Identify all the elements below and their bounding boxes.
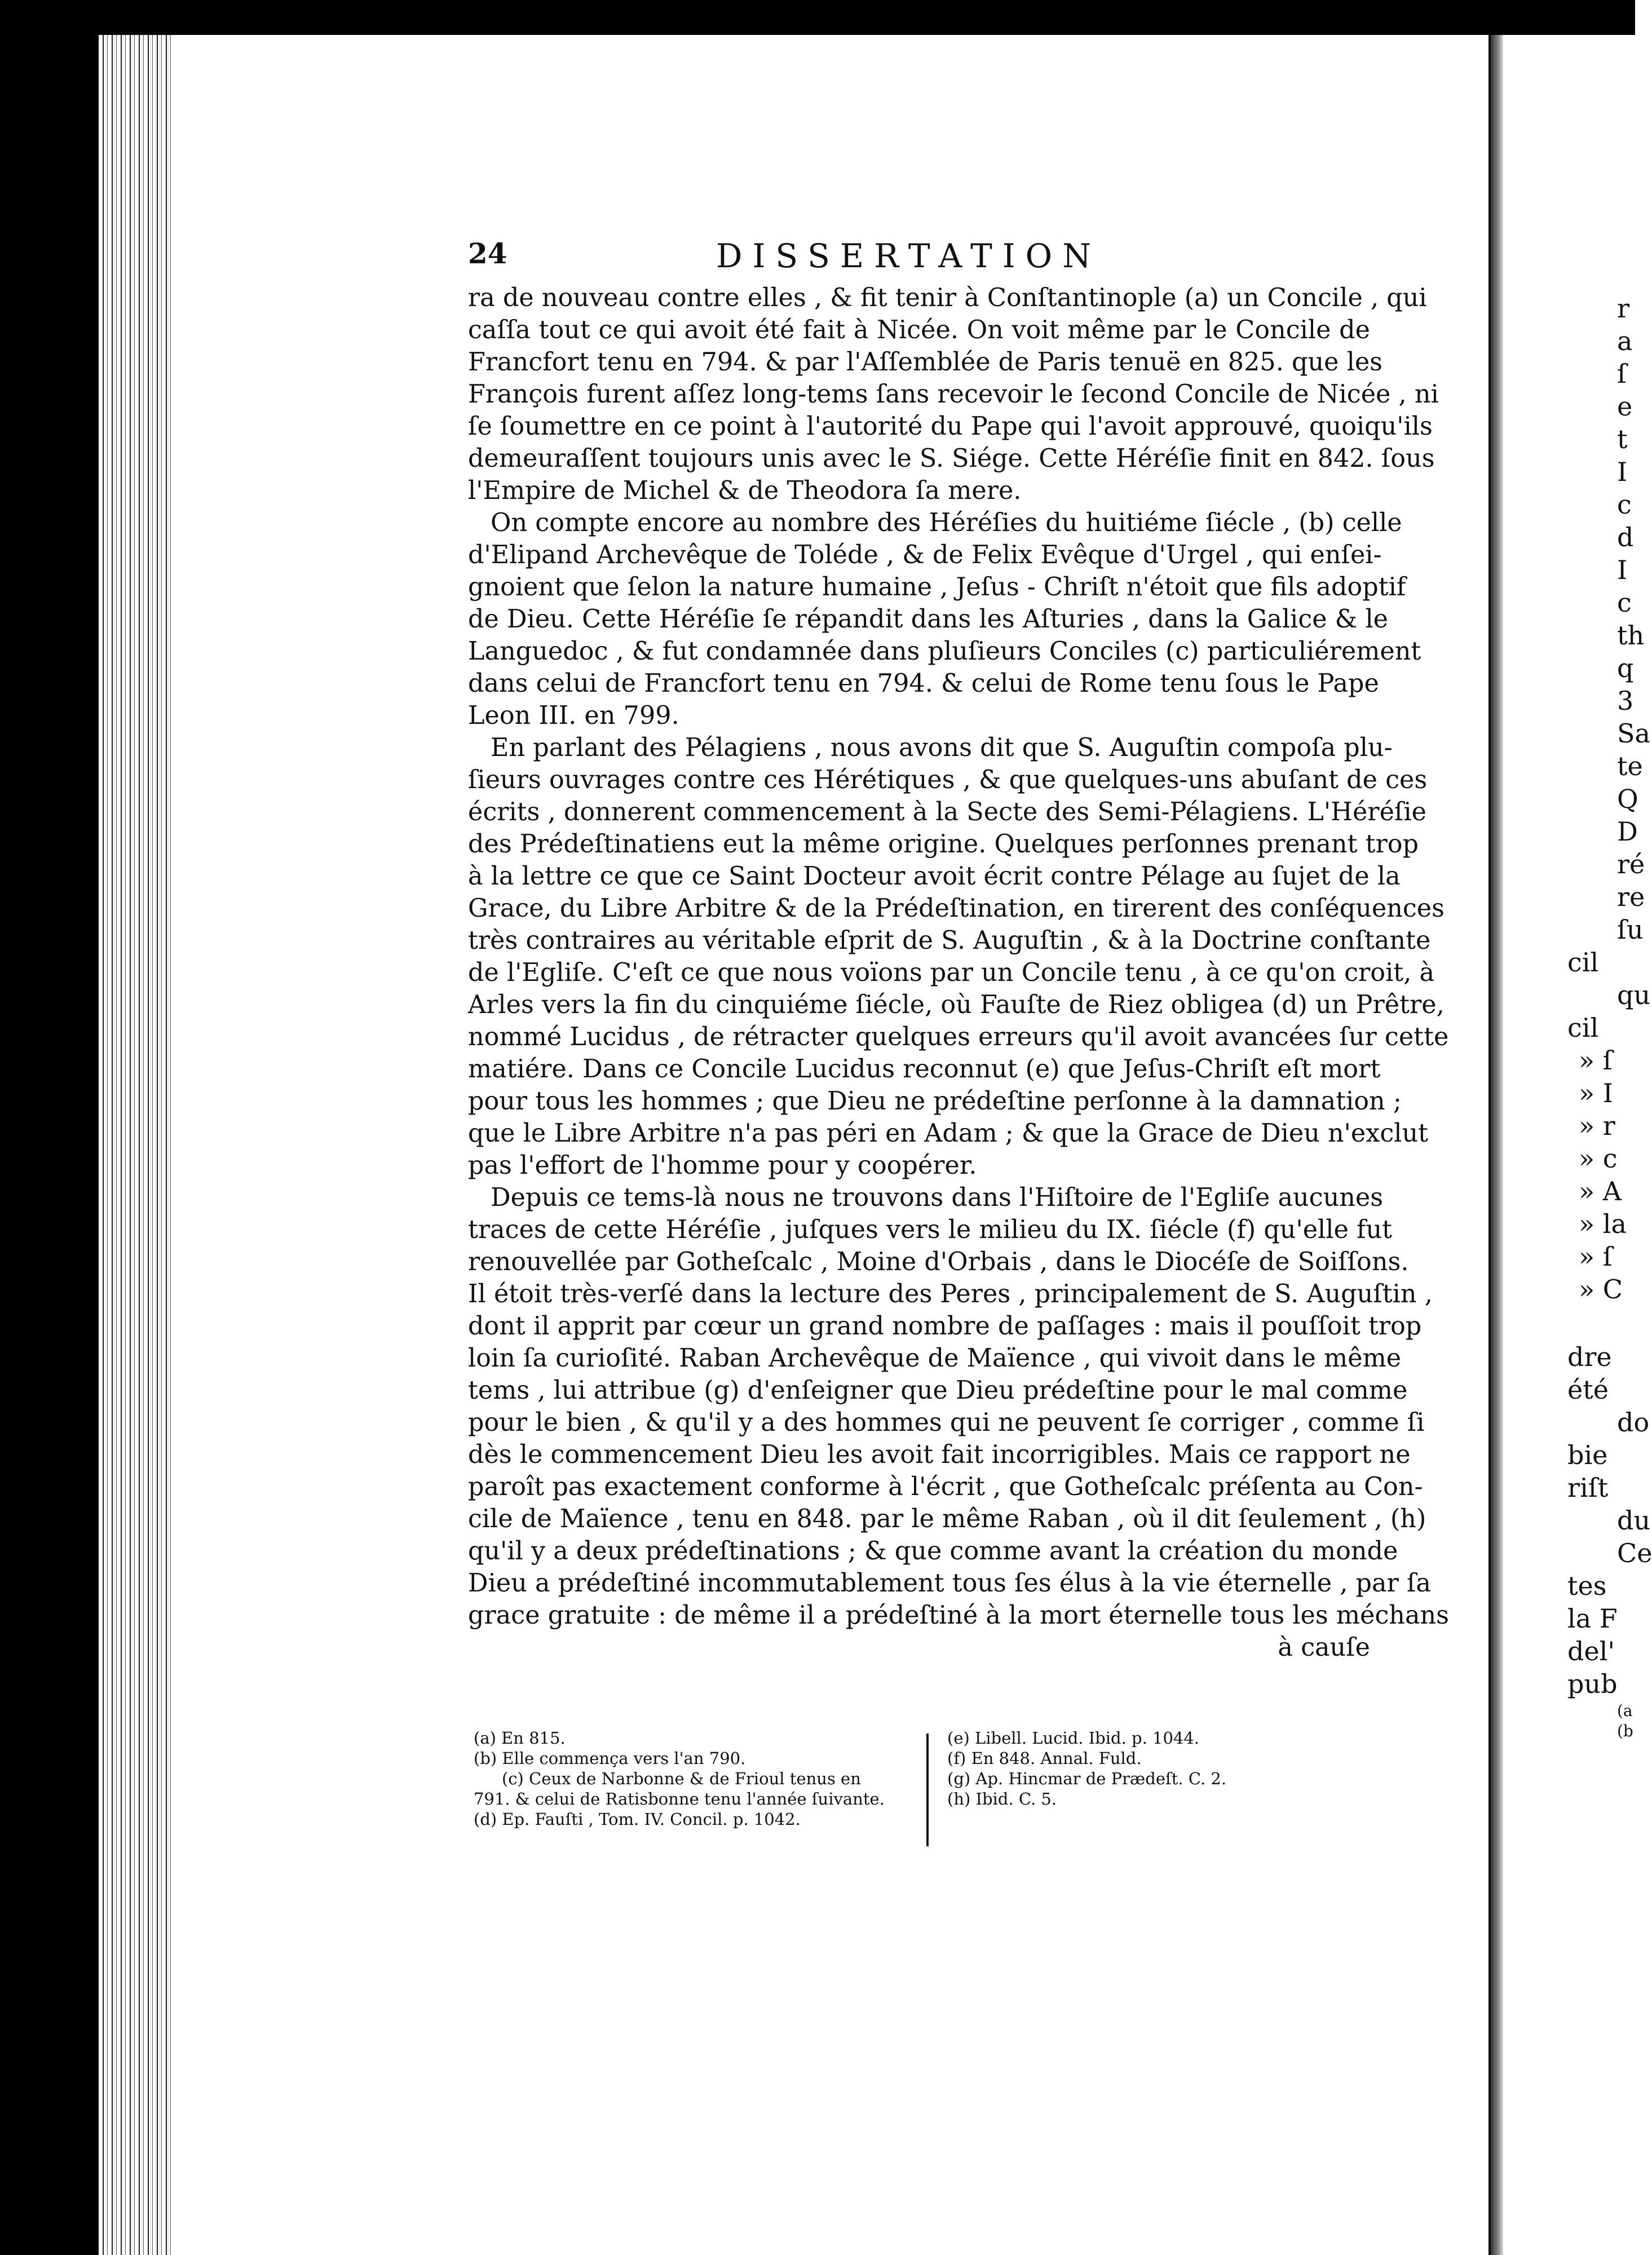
footnote-line: 791. & celui de Ratisbonne tenu l'année ſuivante. [474,1789,885,1809]
text-line: dès le commencement Dieu les avoit fait incorrigibles. Mais ce rapport ne [468,1440,1411,1469]
text-line: des Prédeſtinatiens eut la même origine. Quelques perſonnes prenant trop [468,830,1419,859]
adjacent-page-fragment: t [1617,424,1628,454]
adjacent-page-fragment: cil [1567,947,1599,978]
text-line: matiére. Dans ce Concile Lucidus reconnut (e) que Jeſus-Chriſt eſt mort [468,1055,1381,1084]
book-page-edges [99,35,175,2255]
text-line: très contraires au véritable eſprit de S. Auguſtin , & à la Doctrine conſtante [468,926,1431,955]
text-line: Languedoc , & fut condamnée dans pluſieurs Conciles (c) particuliérement [468,637,1421,666]
footnote-line: (e) Libell. Lucid. Ibid. p. 1044. [947,1728,1200,1748]
adjacent-page-fragment: cil [1567,1012,1599,1043]
adjacent-page-fragment: re [1617,882,1645,912]
footnotes-right-column [947,1728,1263,1809]
text-line: Grace, du Libre Arbitre & de la Prédeſtination, en tirerent des conſéquences [468,894,1445,923]
adjacent-page-fragment: ſ [1617,359,1627,389]
running-title: DISSERTATION [716,237,1101,275]
adjacent-page-fragment: e [1617,391,1633,422]
adjacent-page-fragment: c [1617,489,1632,520]
page-header [468,237,1370,282]
adjacent-page-fragment: r [1617,293,1629,324]
adjacent-page-fragment: Q [1617,784,1638,814]
adjacent-page-fragment: » ſ [1579,1241,1613,1272]
text-line: que le Libre Arbitre n'a pas péri en Adam ; & que la Grace de Dieu n'exclut [468,1119,1429,1148]
adjacent-page-fragment: (a [1617,1701,1633,1720]
text-line: Leon III. en 799. [468,701,679,730]
adjacent-page-fragment: del' [1567,1636,1615,1666]
adjacent-page-fragment: » la [1579,1209,1627,1239]
adjacent-page-fragment: » C [1579,1274,1623,1305]
footnote-line: (b) Elle commença vers l'an 790. [474,1749,746,1768]
text-line: Arles vers la fin du cinquiéme ſiécle, où Fauſte de Riez obligea (d) un Prêtre, [468,991,1445,1019]
adjacent-page-fragment: du [1617,1505,1651,1536]
text-line: demeuraſſent toujours unis avec le S. Siége. Cette Héréſie finit en 842. ſous [468,444,1435,473]
footnote-line: (h) Ibid. C. 5. [947,1789,1057,1809]
footnote-column-divider [926,1734,929,1846]
adjacent-page-fragment: te [1617,751,1643,781]
adjacent-page-fragment: été [1567,1374,1609,1405]
text-line: Il étoit très-verſé dans la lecture des Peres , principalement de S. Auguſtin , [468,1280,1433,1308]
text-line: caſſa tout ce qui avoit été fait à Nicée. On voit même par le Concile de [468,316,1370,344]
adjacent-page-fragment: riſt [1567,1473,1609,1503]
adjacent-page-fragment: » A [1579,1176,1622,1206]
text-line: traces de cette Héréſie , juſques vers le milieu du IX. ſiécle (f) qu'elle fut [468,1215,1393,1244]
adjacent-page-fragment: I [1617,457,1628,487]
adjacent-page-fragment: » I [1579,1078,1613,1108]
adjacent-page-fragment: Sa [1617,718,1650,749]
text-line: ra de nouveau contre elles , & fit tenir à Conſtantinople (a) un Concile , qui [468,284,1427,312]
adjacent-page-fragment: » r [1579,1111,1615,1141]
adjacent-page-fragment: » c [1579,1143,1618,1174]
text-line: écrits , donnerent commencement à la Secte des Semi-Pélagiens. L'Héréſie [468,798,1426,826]
text-line: paroît pas exactement conforme à l'écrit , que Gotheſcalc préſenta au Con- [468,1473,1423,1501]
adjacent-page-fragment: pub [1567,1669,1618,1699]
scan-top-border [0,0,1635,35]
text-line: de l'Egliſe. C'eſt ce que nous voïons par un Concile tenu , à ce qu'on croit, à [468,958,1435,987]
text-line: l'Empire de Michel & de Theodora ſa mere. [468,476,1022,505]
adjacent-page-fragment: q [1617,653,1634,683]
footnotes-left-column [474,1728,919,1829]
text-line: En parlant des Pélagiens , nous avons dit que S. Auguſtin compoſa plu- [491,733,1393,762]
footnote-line: (c) Ceux de Narbonne & de Frioul tenus en [502,1769,861,1788]
text-line: de Dieu. Cette Héréſie ſe répandit dans les Aſturies , dans la Galice & le [468,605,1389,634]
adjacent-page-fragment: 3 [1617,686,1634,716]
text-line: gnoient que ſelon la nature humaine , Jeſus - Chriſt n'étoit que fils adoptif [468,573,1406,602]
adjacent-page-fragment: ré [1617,849,1645,879]
text-line: cile de Maïence , tenu en 848. par le même Raban , où il dit ſeulement , (h) [468,1505,1426,1533]
adjacent-page-fragment: dre [1567,1342,1612,1372]
text-line: dans celui de Francfort tenu en 794. & celui de Rome tenu ſous le Pape [468,669,1379,698]
adjacent-page-fragment: do [1617,1407,1650,1438]
adjacent-page-fragment: tes [1567,1571,1607,1601]
footnote-line: (d) Ep. Fauſti , Tom. IV. Concil. p. 1042. [474,1810,801,1829]
text-line: François furent aſſez long-tems ſans recevoir le ſecond Concile de Nicée , ni [468,380,1439,409]
adjacent-page-fragment: (b [1617,1722,1633,1740]
text-line: On compte encore au nombre des Héréſies du huitiéme ſiécle , (b) celle [491,509,1402,537]
text-line: pour tous les hommes ; que Dieu ne prédeſtine perſonne à la damnation ; [468,1087,1402,1116]
text-line: Francfort tenu en 794. & par l'Aſſemblée de Paris tenuë en 825. que les [468,348,1383,377]
text-line: Dieu a prédeſtiné incommutablement tous ſes élus à la vie éternelle , par ſa [468,1569,1431,1598]
scan-left-border [0,35,99,2255]
text-line: grace gratuite : de même il a prédeſtiné à la mort éternelle tous les méchans [468,1601,1449,1630]
text-line: dont il apprit par cœur un grand nombre de paſſages : mais il pouſſoit trop [468,1312,1422,1341]
adjacent-page-fragment: I [1617,555,1628,585]
text-line: à cauſe [1278,1633,1370,1662]
footnote-line: (f) En 848. Annal. Fuld. [947,1749,1142,1768]
footnote-line: (a) En 815. [474,1728,566,1748]
book-gutter-shadow [1491,35,1503,2255]
text-line: Depuis ce tems-là nous ne trouvons dans l'Hiſtoire de l'Egliſe aucunes [491,1183,1384,1212]
adjacent-page-fragment: qu [1617,980,1651,1010]
text-line: pour le bien , & qu'il y a des hommes qui ne peuvent ſe corriger , comme ſi [468,1408,1425,1437]
text-line: pas l'effort de l'homme pour y coopérer. [468,1151,977,1180]
adjacent-page-fragment: D [1617,816,1638,847]
text-line: renouvellée par Gotheſcalc , Moine d'Orbais , dans le Diocéſe de Soiſſons. [468,1248,1409,1276]
text-line: ſe ſoumettre en ce point à l'autorité du Pape qui l'avoit approuvé, quoiqu'ils [468,412,1433,441]
adjacent-page-fragment: c [1617,587,1632,618]
adjacent-page-fragment: Ce [1617,1538,1652,1568]
adjacent-page-fragment: bie [1567,1440,1608,1470]
adjacent-page-fragment: ſu [1617,914,1644,945]
text-line: ſieurs ouvrages contre ces Hérétiques , & que quelques-uns abuſant de ces [468,766,1428,794]
adjacent-page-fragment: th [1617,620,1645,651]
adjacent-page-fragment: la F [1567,1603,1618,1634]
page-number: 24 [468,237,507,270]
text-line: loin ſa curioſité. Raban Archevêque de Maïence , qui vivoit dans le même [468,1344,1402,1373]
main-text-block [468,282,1449,1664]
text-line: tems , lui attribue (g) d'enſeigner que Dieu prédeſtine pour le mal comme [468,1376,1408,1405]
adjacent-page-fragment: d [1617,522,1634,552]
footnotes [474,1728,1274,1852]
text-line: d'Elipand Archevêque de Toléde , & de Felix Evêque d'Urgel , qui enſei- [468,541,1382,569]
adjacent-page-fragment: » ſ [1579,1045,1613,1076]
text-line: qu'il y a deux prédeſtinations ; & que comme avant la création du monde [468,1537,1398,1566]
footnote-line: (g) Ap. Hincmar de Prædeſt. C. 2. [947,1769,1227,1788]
adjacent-page-fragment: a [1617,326,1633,356]
text-line: à la lettre ce que ce Saint Docteur avoit écrit contre Pélage au ſujet de la [468,862,1401,891]
text-line: nommé Lucidus , de rétracter quelques erreurs qu'il avoit avancées ſur cette [468,1023,1449,1051]
